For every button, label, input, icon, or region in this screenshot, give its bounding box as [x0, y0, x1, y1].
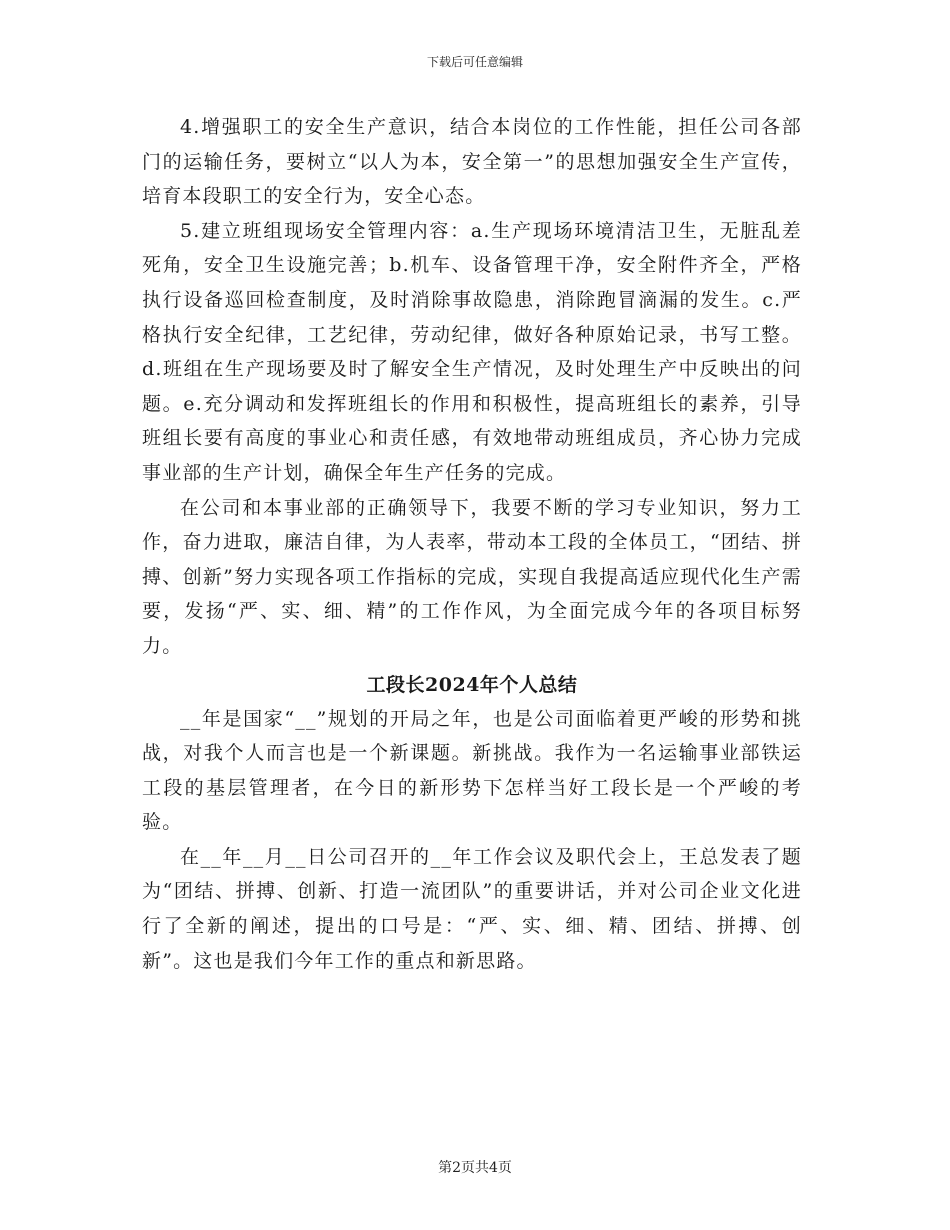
paragraph-safety-awareness: 4.增强职工的安全生产意识，结合本岗位的工作性能，担任公司各部门的运输任务，要树立“以人为本，安全第一”的思想加强安全生产宣传，培育本段职工的安全行为，安全心态。 — [142, 116, 802, 208]
page-header-note: 下载后可任意编辑 — [426, 55, 523, 69]
paragraph-conclusion: 在公司和本事业部的正确领导下，我要不断的学习专业知识，努力工作，奋力进取，廉洁自律，为人表率，带动本工段的全体员工，“团结、拼搏、创新”努力实现各项工作指标的完成，实现自我提高适应现代化生产需要，发扬“严、实、细、精”的工作作风，为全面完成今年的各项目标努力。 — [142, 496, 802, 657]
paragraph-team-safety-management: 5.建立班组现场安全管理内容：a.生产现场环境清洁卫生，无脏乱差死角，安全卫生设施完善；b.机车、设备管理干净，安全附件齐全，严格执行设备巡回检查制度，及时消除事故隐患，消除跑冒滴漏的发生。c.严格执行安全纪律，工艺纪律，劳动纪律，做好各种原始记录，书写工整。d.班组在生产现场要及时了解安全生产情况，及时处理生产中反映出的问题。e.充分调动和发挥班组长的作用和积极性，提高班组长的素养，引导班组长要有高度的事业心和责任感，有效地带动班组成员，齐心协力完成事业部的生产计划，确保全年生产任务的完成。 — [142, 219, 802, 484]
page-number: 第2页共4页 — [438, 1160, 512, 1176]
paragraph-meeting: 在__年__月__日公司召开的__年工作会议及职代会上，王总发表了题为“团结、拼搏、创新、打造一流团队”的重要讲话，并对公司企业文化进行了全新的阐述，提出的口号是：“严、实、细、精、团结、拼搏、创新”。这也是我们今年工作的重点和新思路。 — [142, 845, 802, 972]
document-body — [142, 110, 802, 978]
paragraph-intro: __年是国家“__”规划的开局之年，也是公司面临着更严峻的形势和挑战，对我个人而言也是一个新课题。新挑战。我作为一名运输事业部铁运工段的基层管理者，在今日的新形势下怎样当好工段长是一个严峻的考验。 — [142, 707, 802, 834]
section-title: 工段长2024年个人总结 — [366, 673, 578, 696]
